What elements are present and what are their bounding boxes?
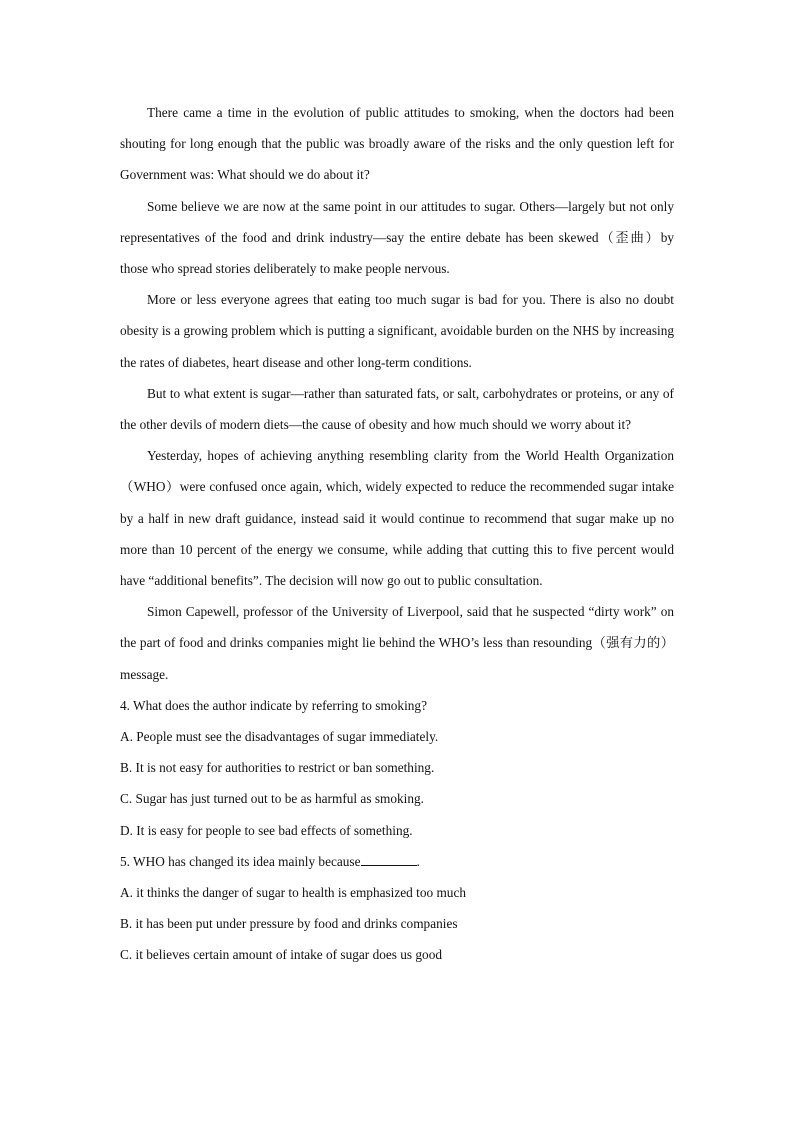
- passage-paragraph-4: But to what extent is sugar—rather than saturated fats, or salt, carbohydrates or proteins, or any of the other devils of modern diets—the cause of obesity and how much should we worry about it?: [120, 385, 674, 433]
- passage-paragraph-1: There came a time in the evolution of public attitudes to smoking, when the doctors had been shouting for long enough that the public was broadly aware of the risks and the only question left for Government was: What should we do about it?: [120, 105, 674, 183]
- question-4-option-d: D. It is easy for people to see bad effects of something.: [120, 822, 413, 838]
- document-page: [120, 97, 674, 971]
- passage-paragraph-3: More or less everyone agrees that eating too much sugar is bad for you. There is also no doubt obesity is a growing problem which is putting a significant, avoidable burden on the NHS by increasing the rates of diabetes, heart disease and other long-term conditions.: [120, 292, 674, 370]
- passage-paragraph-5: Yesterday, hopes of achieving anything resembling clarity from the World Health Organization（WHO）were confused once again, which, widely expected to reduce the recommended sugar intake by a half in new draft guidance, instead said it would continue to recommend that sugar make up no more than 10 percent of the energy we consume, while adding that cutting this to five percent would have “additional benefits”. The decision will now go out to public consultation.: [120, 448, 674, 589]
- question-5-stem-line: [120, 846, 674, 877]
- question-5-option-c: C. it believes certain amount of intake of sugar does us good: [120, 947, 443, 963]
- question-4-option-b: B. It is not easy for authorities to restrict or ban something.: [120, 760, 435, 776]
- question-4-stem: 4. What does the author indicate by referring to smoking?: [120, 697, 427, 713]
- question-5-stem: 5. WHO has changed its idea mainly because: [120, 853, 361, 869]
- question-5-stem-end: .: [416, 853, 420, 869]
- question-4-option-a: A. People must see the disadvantages of sugar immediately.: [120, 729, 439, 745]
- passage-paragraph-2: Some believe we are now at the same point in our attitudes to sugar. Others—largely but not only representatives of the food and drink industry—say the entire debate has been skewed（歪曲）by those who spread stories deliberately to make people nervous.: [120, 198, 674, 277]
- question-5-option-a: A. it thinks the danger of sugar to health is emphasized too much: [120, 885, 467, 901]
- question-5-option-b: B. it has been put under pressure by food and drinks companies: [120, 916, 458, 932]
- passage-paragraph-6: Simon Capewell, professor of the University of Liverpool, said that he suspected “dirty work” on the part of food and drinks companies might lie behind the WHO’s less than resounding（强有力的）message.: [120, 604, 674, 682]
- answer-blank: [361, 853, 417, 866]
- question-4-option-c: C. Sugar has just turned out to be as harmful as smoking.: [120, 791, 424, 807]
